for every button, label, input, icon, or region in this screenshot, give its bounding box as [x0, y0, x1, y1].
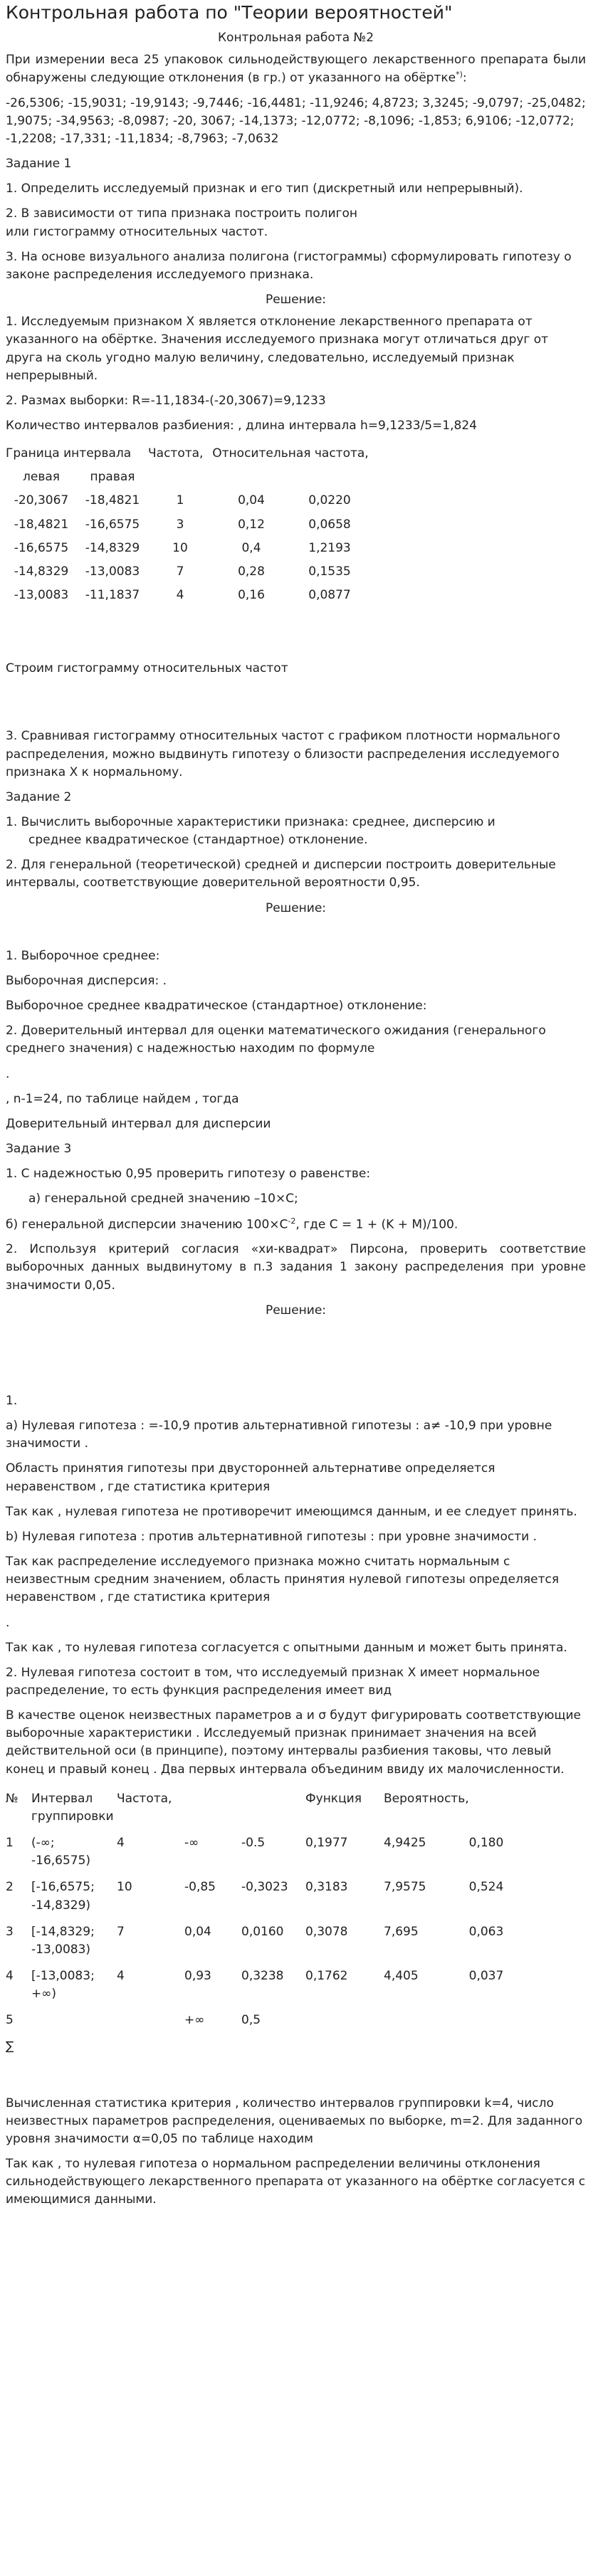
- measurement-values: -26,5306; -15,9031; -19,9143; -9,7446; -16,4481; -11,9246; 4,8723; 3,3245; -9,0797; -25,0482; 1,9075; -34,9563; -8,0987; -20, 3067; -14,1373; -12,0772; -8,1096; -1,853; 6,9106; -12,0772; -1,2208; -17,331; -11,1834; -8,7963; -7,0632: [6, 95, 586, 146]
- task3-item-1b-text: б) генеральной дисперсии значению 100×C: [6, 1217, 288, 1232]
- task1-item-1: 1. Определить исследуемый признак и его тип (дискретный или непрерывный).: [6, 182, 523, 196]
- table-cell: [-14,8329; -13,0083): [31, 1924, 95, 1957]
- table-row: [6, 2007, 526, 2034]
- solution3-b2: Так как распределение исследуемого признака можно считать нормальным с неизвестным средним значением, область принятия нулевой гипотезы определяется неравенством , где статистика критерия: [6, 1555, 560, 1605]
- table-cell: 7,9575: [384, 1880, 426, 1895]
- table-row: [6, 537, 369, 560]
- task1-intervals: Количество интервалов разбиения: , длина интервала h=9,1233/5=1,824: [6, 418, 477, 433]
- task1-solution-label: Решение:: [265, 293, 327, 307]
- task3-item-1: 1. С надежностью 0,95 проверить гипотезу о равенстве:: [6, 1167, 371, 1182]
- solution3-hypothesis-b: b) Нулевая гипотеза : против альтернативной гипотезы : при уровне значимости .: [6, 1529, 537, 1544]
- task2-item-2: 2. Для генеральной (теоретической) средней и дисперсии построить доверительные интервалы, соответствующие доверительной вероятности 0,95.: [6, 858, 556, 890]
- task2-item-1: 1. Вычислить выборочные характеристики признака: среднее, дисперсию и: [6, 815, 495, 829]
- chi-table-header: [6, 1786, 526, 1830]
- table-cell: 0,1977: [305, 1836, 348, 1851]
- header-interval-bounds: Граница интервала: [6, 446, 132, 461]
- table-cell: 0,037: [468, 1969, 504, 1983]
- solution3-one: 1.: [6, 1393, 18, 1408]
- task1-answer-2: 2. Размах выборки: R=-11,1834-(-20,3067)=9,1233: [6, 393, 326, 408]
- task1-item-2: 2. В зависимости от типа признака построить полигон: [6, 206, 357, 221]
- solution3-since2: Так как , то нулевая гипотеза согласуется с опытными данным и может быть принята.: [6, 1640, 567, 1655]
- task2-ttable: , n-1=24, по таблице найдем , тогда: [6, 1091, 239, 1106]
- header-frequency: Частота,: [148, 446, 204, 461]
- table-cell: 0,93: [184, 1969, 211, 1983]
- intro-text: При измерении веса 25 упаковок сильнодействующего лекарственного препарата были обнаружены следующие отклонения (в гр.) от указанного на обёртке: [6, 52, 586, 85]
- table-cell: 0,04: [184, 1924, 211, 1939]
- task2-line-std: Выборочное среднее квадратическое (стандартное) отклонение:: [6, 999, 427, 1014]
- table-cell: 0,3183: [305, 1880, 348, 1895]
- spacer: [6, 922, 586, 947]
- table-cell: 3: [176, 517, 184, 532]
- document-title: Контрольная работа по "Теории вероятностей": [6, 2, 453, 23]
- table-cell: -0.5: [241, 1836, 266, 1851]
- table-cell: 7: [176, 564, 184, 579]
- document-subtitle: Контрольная работа №2: [217, 30, 374, 45]
- solution3-dot: .: [6, 1615, 10, 1630]
- solution3-estimates: В качестве оценок неизвестных параметров a и σ будут фигурировать соответствующие выборочные характеристики . Исследуемый признак принимает значения на всей действительной оси (в принципе), поэтому интервалы разбиения таковы, что левый конец и правый конец . Два первых интервала объединим ввиду их малочисленности.: [6, 1708, 582, 1777]
- table-cell: -0,85: [184, 1880, 216, 1895]
- task3-item-1a: а) генеральной средней значению –10×C;: [28, 1192, 298, 1206]
- table-cell: -0,3023: [241, 1880, 288, 1895]
- table-cell: 1: [176, 493, 184, 508]
- table-cell: 4: [176, 588, 184, 603]
- solution3-computed: Вычисленная статистика критерия , количество интервалов группировки k=4, число неизвестных параметров распределения, оцениваемых по выборке, m=2. Для заданного уровня значимости α=0,05 по таблице находим: [6, 2096, 583, 2146]
- task2-solution-label: Решение:: [265, 900, 327, 915]
- table-cell: 0,0877: [308, 588, 351, 603]
- table-cell: (-∞; -16,6575): [31, 1836, 91, 1868]
- table-cell: -16,6575: [85, 517, 140, 532]
- table-row: [6, 513, 369, 537]
- task3-item-1b-exponent: -2: [288, 1216, 296, 1226]
- table-cell: 2: [6, 1880, 14, 1895]
- table-cell: 4: [117, 1969, 125, 1983]
- task2-item-1b: среднее квадратическое (стандартное) отклонение.: [28, 833, 368, 848]
- task3-heading: Задание 3: [6, 1142, 72, 1157]
- task3-item-1b: [6, 1216, 586, 1234]
- task3-item-1b-rest: , где C = 1 + (K + M)/100.: [295, 1217, 458, 1232]
- frequency-table: [6, 442, 369, 607]
- table-cell: 0,3078: [305, 1924, 348, 1939]
- sum-symbol: ∑: [6, 2039, 14, 2054]
- task3-solution-label: Решение:: [265, 1303, 327, 1318]
- task2-dot: .: [6, 1066, 10, 1081]
- table-cell: -∞: [184, 1836, 199, 1851]
- table-cell: 0,12: [238, 517, 265, 532]
- table-row: [6, 489, 369, 512]
- table-cell: 5: [6, 2013, 14, 2028]
- table-cell: 4: [6, 1969, 14, 1983]
- table-cell: 0,04: [238, 493, 265, 508]
- header-frequency: Частота,: [117, 1791, 172, 1806]
- table-row: [6, 560, 369, 584]
- header-interval: Интервал группировки: [31, 1791, 114, 1824]
- table-cell: 0,28: [238, 564, 265, 579]
- task1-heading: Задание 1: [6, 157, 72, 172]
- table-cell: 0,1762: [305, 1969, 348, 1983]
- solution3-since: Так как , нулевая гипотеза не противоречит имеющимся данным, и ее следует принять.: [6, 1504, 577, 1519]
- task1-item-3: 3. На основе визуального анализа полигона (гистограммы) сформулировать гипотезу о законе распределения исследуемого признака.: [6, 249, 572, 282]
- table-cell: 0,4: [241, 540, 261, 555]
- solution3-conclusion: Так как , то нулевая гипотеза о нормальном распределении величины отклонения сильнодействующего лекарственного препарата от указанного на обёртке согласуется с имеющимися данными.: [6, 2157, 586, 2207]
- header-probability: Вероятность,: [384, 1791, 469, 1806]
- solution3-region: Область принятия гипотезы при двусторонней альтернативе определяется неравенством , где статистика критерия: [6, 1461, 495, 1494]
- table-cell: 10: [117, 1880, 132, 1895]
- table-cell: -11,1837: [85, 588, 140, 603]
- task2-line-mean: 1. Выборочное среднее:: [6, 948, 160, 963]
- chi-square-table: [6, 1786, 526, 2061]
- table-cell: -18,4821: [85, 493, 140, 508]
- table-row: [6, 2034, 526, 2060]
- table-cell: 10: [172, 540, 188, 555]
- table-cell: 0,063: [468, 1924, 504, 1939]
- table-cell: 0,5: [241, 2013, 261, 2028]
- table-cell: 0,0220: [308, 493, 351, 508]
- table-cell: 0,3238: [241, 1969, 284, 1983]
- table-cell: -14,8329: [14, 564, 69, 579]
- task1-answer-3: 3. Сравнивая гистограмму относительных частот с графиком плотности нормального распределения, можно выдвинуть гипотезу о близости распределения исследуемого признака X к нормальному.: [6, 729, 560, 779]
- table-cell: 3: [6, 1924, 14, 1939]
- spacer: [6, 1324, 586, 1392]
- table-cell: 1: [6, 1836, 14, 1851]
- histogram-placeholder: [6, 617, 586, 660]
- table-cell: 4,405: [384, 1969, 419, 1983]
- task2-variance-ci: Доверительный интервал для дисперсии: [6, 1116, 271, 1131]
- intro-colon: :: [462, 70, 467, 85]
- table-cell: 0,16: [238, 588, 265, 603]
- histogram-image-placeholder: [6, 685, 586, 727]
- table-cell: +∞: [184, 2013, 205, 2028]
- table-cell: [-13,0083; +∞): [31, 1969, 95, 2002]
- table-row: [6, 1830, 526, 1874]
- table-cell: 7: [117, 1924, 125, 1939]
- table-cell: -20,3067: [14, 493, 69, 508]
- histogram-caption: Строим гистограмму относительных частот: [6, 661, 288, 676]
- table-cell: 0,0658: [308, 517, 351, 532]
- task2-line-variance: Выборочная дисперсия: .: [6, 973, 167, 988]
- table-cell: -14,8329: [85, 540, 140, 555]
- task3-item-2: 2. Используя критерий согласия «хи-квадрат» Пирсона, проверить соответствие выборочных данных выдвинутому в п.3 задания 1 закону распределения при уровне значимости 0,05.: [6, 1242, 586, 1293]
- subheader-right: правая: [90, 470, 135, 485]
- table-cell: -18,4821: [14, 517, 69, 532]
- table-cell: 0,180: [468, 1836, 504, 1851]
- task2-heading: Задание 2: [6, 789, 72, 804]
- frequency-table-subheader: [6, 466, 369, 489]
- table-row: [6, 584, 369, 607]
- table-cell: 7,695: [384, 1924, 419, 1939]
- table-cell: 4,9425: [384, 1836, 426, 1851]
- table-cell: -13,0083: [85, 564, 140, 579]
- table-cell: [-16,6575; -14,8329): [31, 1880, 95, 1913]
- solution3-hypothesis-a: а) Нулевая гипотеза : =-10,9 против альтернативной гипотезы : a≠ -10,9 при уровне значимости .: [6, 1419, 552, 1451]
- spacer: [6, 2069, 586, 2095]
- table-cell: 1,2193: [308, 540, 351, 555]
- header-number: №: [6, 1791, 19, 1806]
- table-cell: -16,6575: [14, 540, 69, 555]
- header-function: Функция: [305, 1791, 362, 1806]
- table-cell: [117, 2007, 184, 2034]
- subheader-left: левая: [23, 470, 60, 485]
- table-row: [6, 1963, 526, 2007]
- table-cell: 0,524: [468, 1880, 504, 1895]
- header-relative-frequency: Относительная частота,: [212, 446, 369, 461]
- solution3-two: 2. Нулевая гипотеза состоит в том, что исследуемый признак X имеет нормальное распределение, то есть функция распределения имеет вид: [6, 1665, 540, 1698]
- table-cell: 0,0160: [241, 1924, 284, 1939]
- table-row: [6, 1919, 526, 1963]
- task1-answer-1: 1. Исследуемым признаком X является отклонение лекарственного препарата от указанного на обёртке. Значения исследуемого признака могут отличаться друг от друга на сколь угодно малую величину, следовательно, исследуемый признак непрерывный.: [6, 315, 549, 383]
- task2-line-ci: 2. Доверительный интервал для оценки математического ожидания (генерального среднего значения) с надежностью находим по формуле: [6, 1024, 546, 1056]
- frequency-table-header: [6, 442, 369, 466]
- table-cell: -13,0083: [14, 588, 69, 603]
- footnote-mark: *): [456, 69, 463, 79]
- table-cell: 0,1535: [308, 564, 351, 579]
- table-cell: 4: [117, 1836, 125, 1851]
- table-cell: [31, 2007, 117, 2034]
- task1-item-2b: или гистограмму относительных частот.: [6, 224, 268, 239]
- table-row: [6, 1874, 526, 1918]
- intro-paragraph: [6, 51, 586, 88]
